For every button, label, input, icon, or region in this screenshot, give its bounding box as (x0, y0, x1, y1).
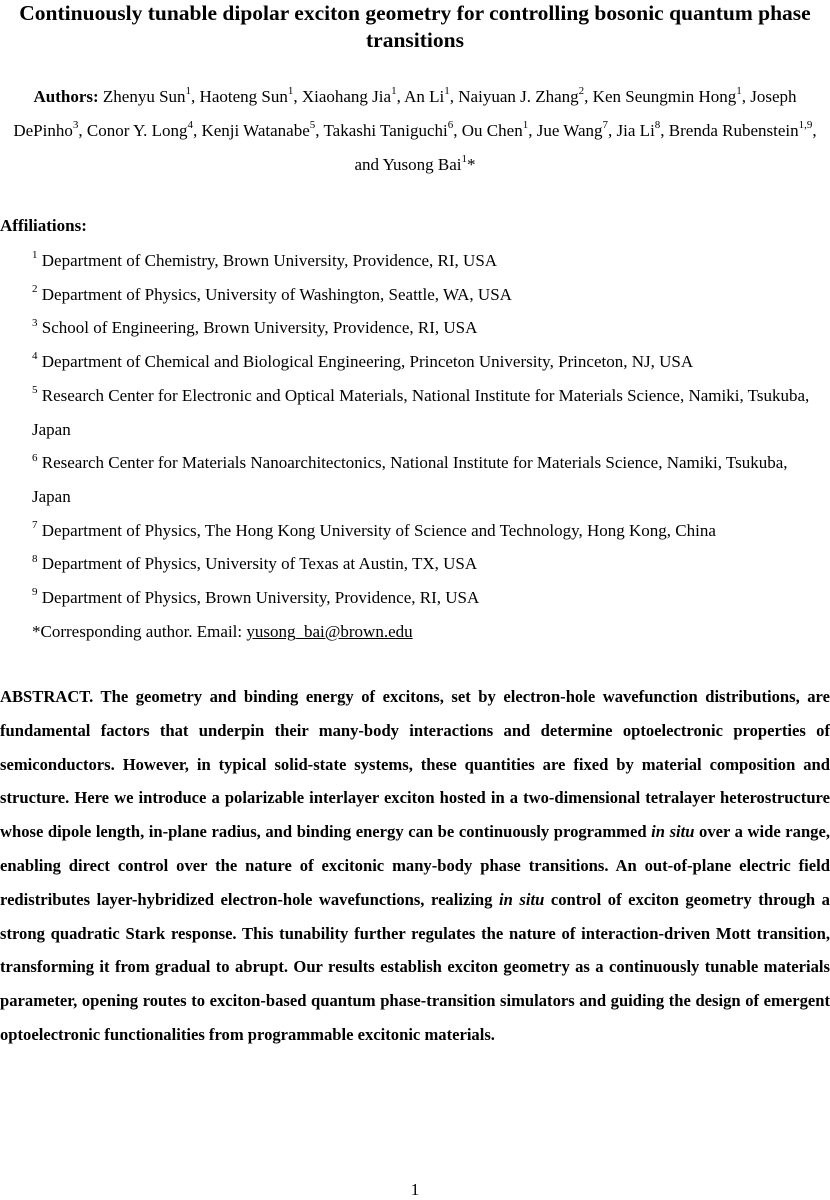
author-name: Zhenyu Sun (102, 87, 186, 106)
affiliation-item (32, 311, 822, 345)
author-affiliation-marker: 1 (461, 153, 468, 166)
affiliation-text: Research Center for Electronic and Optical Materials, National Institute for Materials Science, Namiki, Tsukuba, Japan (32, 385, 810, 439)
affiliations-heading: Affiliations: (0, 216, 87, 235)
affiliation-item (32, 244, 822, 278)
author-name: Takashi Taniguchi (323, 121, 448, 140)
corresponding-email-link[interactable]: yusong_bai@brown.edu (246, 621, 413, 641)
affiliation-number: 2 (32, 283, 38, 296)
affiliation-item (32, 446, 822, 513)
authors-label: Authors: (33, 87, 99, 106)
author-name: Naiyuan J. Zhang (458, 87, 579, 106)
abstract-text: The geometry and binding energy of excitons, set by electron-hole wavefunction distributions, are fundamental factors that underpin their many-body interactions and determine optoelectronic properties of semiconductors. However, in typical solid-state systems, these quantities are fixed by material composition and structure. Here we introduce a polarizable interlayer exciton hosted in a two-dimensional tetralayer heterostructure whose dipole length, in-plane radius, and binding energy can be continuously programmed (0, 687, 830, 842)
abstract-text: control of exciton geometry through a strong quadratic Stark response. This tunability further regulates the nature of interaction-driven Mott transition, transforming it from gradual to abrupt. Our results establish exciton geometry as a continuously tunable materials parameter, opening routes to exciton-based quantum phase-transition simulators and guiding the design of emergent optoelectronic functionalities from programmable excitonic materials. (0, 889, 830, 1044)
paper-title: Continuously tunable dipolar exciton geometry for controlling bosonic quantum phase transitions (19, 1, 811, 52)
affiliation-text: Department of Physics, The Hong Kong University of Science and Technology, Hong Kong, China (37, 520, 716, 540)
affiliation-item (32, 547, 822, 581)
affiliation-number: 7 (32, 518, 38, 531)
affiliation-number: 4 (32, 350, 38, 363)
author-affiliation-marker: 2 (578, 85, 585, 98)
author-names: Zhenyu Sun$^1$, Haoteng Sun$^1$, Xiaohang Jia$^1$, An Li$^1$, Naiyuan J. Zhang$^2$, Ken Seungmin Hong$^1$, Joseph DePinho$^3$, Conor Y. Long$^4$, Kenji Watanabe$^5$, Takashi Taniguchi$^6$, Ou Chen$^1$, Jue Wang$^7$, Jia Li$^8$, Brenda Rubenstein$^{1,9}$, and Yusong Bai$^1$* (13, 85, 817, 174)
author-name: Haoteng Sun (199, 87, 288, 106)
abstract (0, 680, 830, 1052)
affiliation-text: Department of Physics, Brown University, Providence, RI, USA (37, 588, 480, 608)
affiliation-item (32, 379, 822, 446)
affiliation-text: Department of Chemistry, Brown University, Providence, RI, USA (37, 251, 498, 270)
author-affiliation-marker: 5 (309, 119, 316, 132)
affiliation-text: School of Engineering, Brown University, Providence, RI, USA (37, 318, 478, 338)
author-name: Ken Seungmin Hong (592, 87, 737, 106)
affiliation-item (32, 345, 822, 379)
author-affiliation-marker: 3 (72, 119, 79, 132)
author-name: Kenji Watanabe (201, 121, 310, 140)
abstract-italic-term: in situ (499, 889, 545, 909)
affiliation-item (32, 581, 822, 615)
affiliation-number: 8 (32, 552, 38, 565)
author-affiliation-marker: 1 (185, 85, 192, 98)
author-affiliation-marker: 1 (736, 85, 742, 98)
corresponding-author (32, 615, 822, 649)
affiliation-number: 3 (32, 316, 38, 329)
affiliation-number: 9 (32, 586, 38, 599)
affiliation-text: Department of Physics, University of Texas at Austin, TX, USA (37, 554, 478, 574)
affiliation-number: 5 (32, 384, 38, 397)
author-affiliation-marker: 4 (187, 119, 193, 132)
affiliation-number: 1 (32, 249, 38, 262)
author-name: Brenda Rubenstein (668, 121, 799, 140)
author-affiliation-marker: 8 (654, 119, 661, 132)
affiliation-number: 6 (32, 451, 38, 464)
author-affiliation-marker: 1,9 (798, 119, 813, 132)
author-affiliation-marker: 6 (447, 119, 454, 132)
author-name: Yusong Bai (382, 155, 462, 174)
author-name: Conor Y. Long (86, 121, 188, 140)
affiliation-text: Department of Physics, University of Washington, Seattle, WA, USA (37, 284, 512, 304)
author-name: Ou Chen (461, 121, 523, 140)
affiliation-text: Research Center for Materials Nanoarchitectonics, National Institute for Materials Science, Namiki, Tsukuba, Japan (32, 453, 788, 506)
affiliation-text: Department of Chemical and Biological Engineering, Princeton University, Princeton, NJ, USA (37, 352, 694, 372)
corresponding-label: *Corresponding author. Email: (32, 621, 247, 641)
affiliation-list (32, 244, 822, 648)
author-affiliation-marker: 1 (391, 85, 397, 98)
abstract-label: ABSTRACT. (0, 687, 94, 706)
author-name: Joseph DePinho (13, 87, 797, 140)
abstract-body (0, 687, 830, 1044)
abstract-italic-term: in situ (651, 822, 695, 842)
author-name: An Li (404, 87, 445, 106)
author-name: Jue Wang (536, 121, 603, 140)
author-name: Xiaohang Jia (301, 87, 392, 106)
abstract-text: over a wide range, enabling direct control over the nature of excitonic many-body phase transitions. An out-of-plane electric field redistributes layer-hybridized electron-hole wavefunctions, realizing (0, 822, 830, 909)
author-list (4, 80, 826, 182)
author-name: Jia Li (616, 121, 655, 140)
page-number: 1 (410, 1180, 420, 1199)
author-affiliation-marker: 1 (287, 85, 294, 98)
author-affiliation-marker: 1 (444, 85, 450, 98)
author-affiliation-marker: 7 (602, 119, 609, 132)
author-affiliation-marker: 1 (522, 119, 529, 132)
affiliation-items (32, 244, 822, 615)
affiliation-item (32, 514, 822, 548)
affiliation-item (32, 278, 822, 312)
